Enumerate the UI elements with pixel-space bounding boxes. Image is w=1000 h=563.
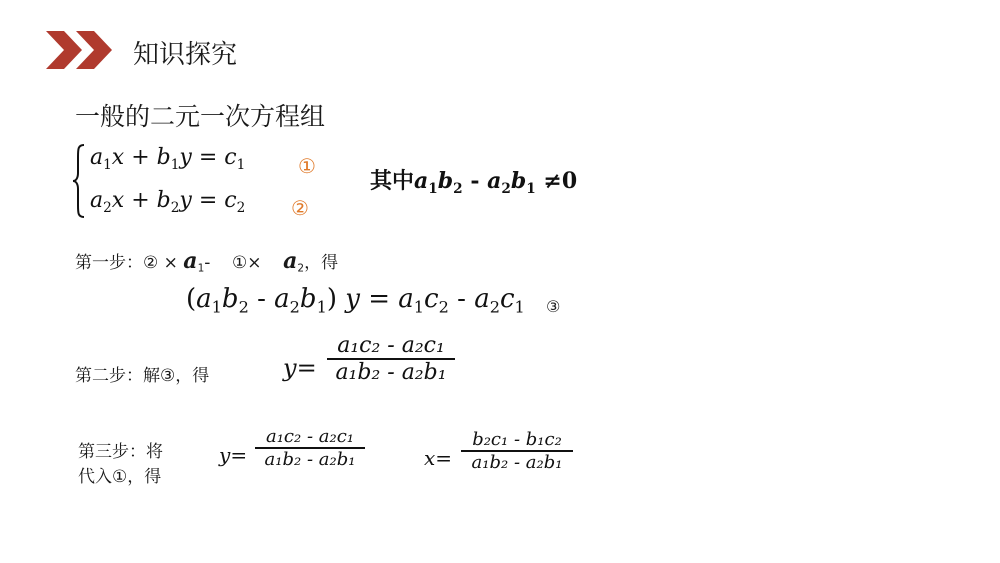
equation-3: $(a_1b_2 - a_2b_1) y = a_1c_2 - a_2c_1$	[186, 284, 525, 317]
fraction-y-denominator: a₁b₂ - a₂b₁	[335, 360, 447, 385]
equation-2: $a_2x + b_2y = c_2$	[90, 188, 246, 216]
page-title: 知识探究	[133, 40, 238, 70]
step-2: 第二步：解③，得	[75, 366, 210, 386]
equation-marker-1: ①	[298, 154, 316, 178]
step-3-line-1: 第三步：将	[78, 442, 163, 462]
fraction-y2-numerator: a₁c₂ - a₂c₁	[265, 426, 354, 447]
fraction-x-numerator: b₂c₁ - b₁c₂	[472, 429, 562, 450]
fraction-x-lhs: x=	[424, 446, 453, 470]
condition: 其中$a_1b_2 - a_2b_1 \ne 0$	[370, 168, 578, 197]
fraction-y2	[255, 426, 365, 470]
equation-marker-3: ③	[546, 297, 561, 316]
equation-marker-2: ②	[291, 196, 309, 220]
fraction-x	[461, 429, 573, 473]
fraction-y-lhs: y=	[283, 354, 317, 382]
section-subtitle: 一般的二元一次方程组	[75, 102, 326, 131]
fraction-y2-lhs: y=	[219, 443, 248, 467]
fraction-y2-denominator: a₁b₂ - a₂b₁	[264, 449, 356, 470]
step-1: 第一步：② × $a_1-$ ①× $a_2$，得	[75, 248, 339, 275]
double-chevron-icon	[46, 31, 116, 69]
fraction-y	[327, 333, 455, 385]
fraction-y-numerator: a₁c₂ - a₂c₁	[337, 333, 445, 358]
fraction-x-denominator: a₁b₂ - a₂b₁	[471, 452, 563, 473]
left-brace	[72, 143, 86, 219]
equation-1: $a_1x + b_1y = c_1$	[90, 145, 246, 173]
step-3-line-2: 代入①，得	[78, 467, 162, 487]
